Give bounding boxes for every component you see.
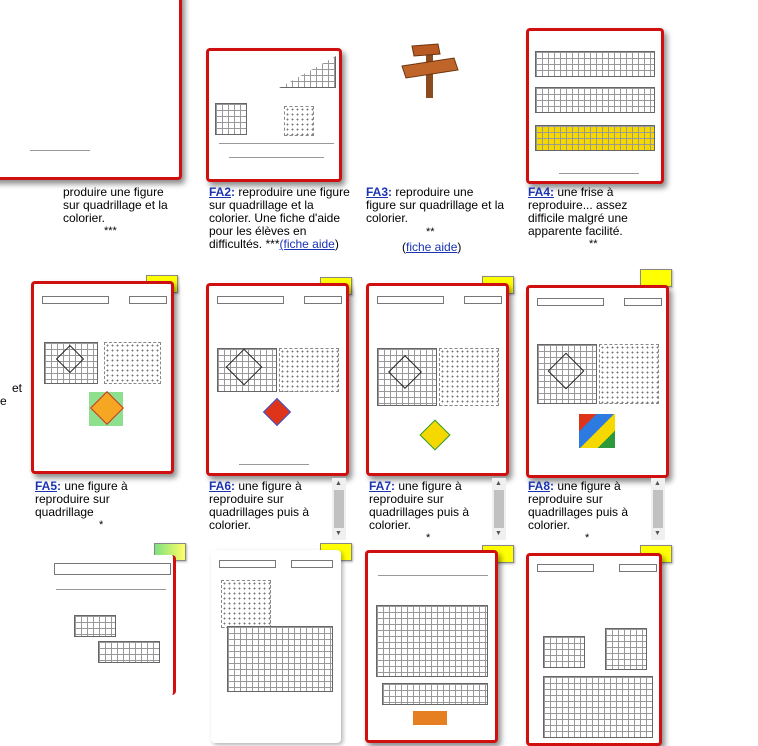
- caption-fa3: [366, 186, 506, 225]
- link-fa2[interactable]: FA2: [209, 185, 232, 199]
- thumbnail-fa7[interactable]: [366, 283, 509, 476]
- stars-fa3: **: [426, 226, 435, 238]
- scroll-up-icon[interactable]: ▲: [495, 480, 502, 487]
- caption-text: reproduire une figure sur quadrillage et la colorier. Une fiche d'aide pour les élèves en difficultés. ***: [209, 185, 350, 251]
- thumbnail-fa8[interactable]: [526, 285, 669, 478]
- thumbnail-fa9[interactable]: [48, 555, 176, 695]
- caption-fa1: [63, 186, 183, 225]
- paren: ): [334, 237, 339, 251]
- caption-sep: :: [231, 185, 236, 199]
- fragment-line: e: [0, 394, 7, 408]
- thumbnail-fa12[interactable]: [526, 553, 662, 746]
- thumbnail-fa5[interactable]: [31, 281, 174, 474]
- caption-fa4: [528, 186, 663, 238]
- caption-sep: :: [231, 479, 236, 493]
- thumbnail-fa1[interactable]: [0, 0, 182, 180]
- caption-text: produire une figure sur quadrillage et la colorier.: [63, 185, 168, 225]
- link-fa6[interactable]: FA6: [209, 479, 232, 493]
- fiche-aide-link-fa3[interactable]: fiche aide: [406, 240, 458, 254]
- scroll-up-icon[interactable]: ▲: [335, 480, 342, 487]
- caption-scrollbar-fa6[interactable]: [332, 478, 346, 540]
- fragment-line: et: [12, 381, 23, 395]
- caption-sep: :: [57, 479, 62, 493]
- caption-fa6: [209, 480, 327, 532]
- thumbnail-fa10[interactable]: [211, 550, 341, 743]
- thumbnail-fa2[interactable]: [206, 48, 342, 182]
- stars-fa7: *: [426, 532, 431, 544]
- caption-fa5: [35, 480, 165, 519]
- scroll-thumb[interactable]: [653, 490, 663, 528]
- caption-fa8: [528, 480, 646, 532]
- left-fragment-text: [0, 382, 22, 408]
- caption-sep: :: [388, 185, 393, 199]
- thumbnail-fa4[interactable]: [526, 28, 664, 184]
- caption-sep: :: [550, 479, 555, 493]
- caption-scrollbar-fa7[interactable]: [492, 478, 506, 540]
- caption-fa2: [209, 186, 354, 251]
- caption-sep: :: [391, 479, 396, 493]
- scroll-down-icon[interactable]: ▼: [495, 530, 502, 537]
- link-fa3[interactable]: FA3: [366, 185, 389, 199]
- caption-text: une figure à reproduire sur quadrillages puis à colorier.: [369, 479, 470, 532]
- scroll-up-icon[interactable]: ▲: [654, 480, 661, 487]
- caption-text: une figure à reproduire sur quadrillages puis à colorier.: [528, 479, 629, 532]
- paren: ): [457, 240, 462, 254]
- fiche-aide-fa3: [402, 240, 461, 254]
- thumbnail-fa6[interactable]: [206, 283, 349, 476]
- fiche-aide-link-fa2[interactable]: (fiche aide: [279, 237, 335, 251]
- stars-fa1: ***: [104, 225, 117, 237]
- caption-text: une figure à reproduire sur quadrillages puis à colorier.: [209, 479, 310, 532]
- paren: (: [402, 240, 406, 254]
- caption-text: une frise à reproduire... assez difficile malgré une apparente facilité.: [528, 185, 628, 238]
- link-fa8[interactable]: FA8: [528, 479, 551, 493]
- link-fa7[interactable]: FA7: [369, 479, 392, 493]
- stars-fa5: *: [99, 519, 104, 531]
- scroll-thumb[interactable]: [334, 490, 344, 528]
- scroll-down-icon[interactable]: ▼: [335, 530, 342, 537]
- caption-text: une figure à reproduire sur quadrillage: [35, 479, 128, 519]
- stars-fa8: *: [585, 532, 590, 544]
- link-fa4[interactable]: FA4: [528, 185, 551, 199]
- stars-fa4: **: [589, 238, 598, 250]
- caption-sep: :: [550, 185, 555, 199]
- caption-text: reproduire une figure sur quadrillage et la colorier.: [366, 185, 505, 225]
- caption-fa7: [369, 480, 487, 532]
- caption-scrollbar-fa8[interactable]: [651, 478, 665, 540]
- scroll-down-icon[interactable]: ▼: [654, 530, 661, 537]
- thumbnail-fa11[interactable]: [365, 550, 498, 743]
- scroll-thumb[interactable]: [494, 490, 504, 528]
- signpost-icon: [398, 40, 460, 100]
- link-fa5[interactable]: FA5: [35, 479, 58, 493]
